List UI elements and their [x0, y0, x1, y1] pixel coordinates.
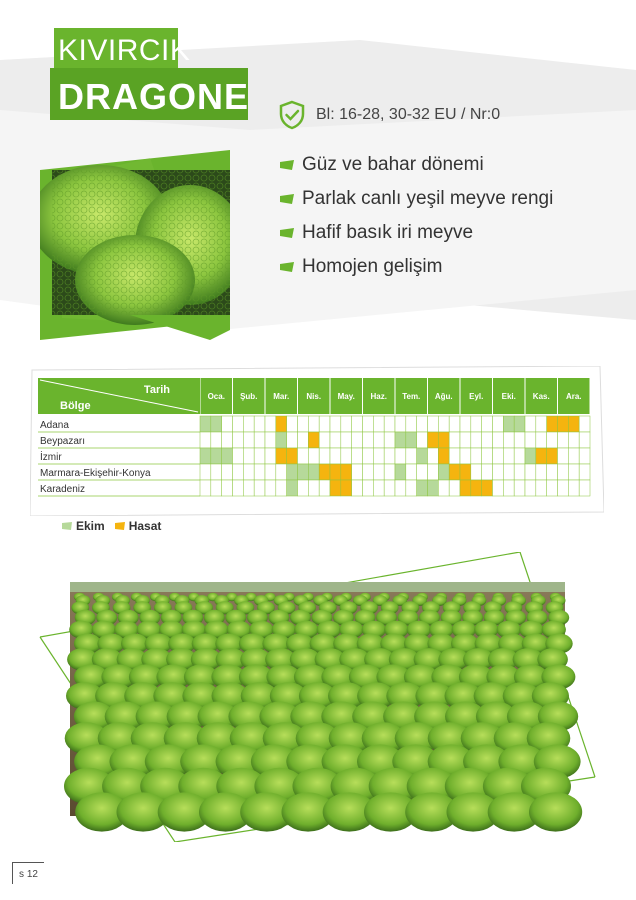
calendar-cell: [417, 448, 428, 464]
month-label: Tem.: [402, 392, 421, 401]
calendar-cell: [341, 448, 352, 464]
calendar-cell: [319, 464, 330, 480]
product-name: DRAGONE: [58, 76, 250, 117]
calendar-cell: [525, 480, 536, 496]
calendar-cell: [482, 416, 493, 432]
feature-item: Hafif basık iri meyve: [280, 216, 553, 250]
calendar-cell: [287, 480, 298, 496]
calendar-cell: [525, 416, 536, 432]
calendar-cell: [471, 432, 482, 448]
calendar-cell: [558, 448, 569, 464]
shield-check-icon: [278, 100, 306, 130]
calendar-cell: [579, 432, 590, 448]
calendar-cell: [222, 416, 233, 432]
calendar-cell: [568, 448, 579, 464]
calendar-cell: [308, 432, 319, 448]
month-label: Mar.: [273, 392, 290, 401]
calendar-cell: [558, 480, 569, 496]
calendar-cell: [211, 464, 222, 480]
calendar-cell: [449, 416, 460, 432]
calendar-cell: [449, 432, 460, 448]
calendar-cell: [428, 464, 439, 480]
calendar-cell: [298, 464, 309, 480]
calendar-cell: [438, 480, 449, 496]
calendar-cell: [287, 432, 298, 448]
bullet-icon: [280, 262, 294, 272]
calendar-cell: [233, 480, 244, 496]
calendar-cell: [579, 448, 590, 464]
calendar-cell: [482, 448, 493, 464]
calendar-cell: [308, 464, 319, 480]
calendar-cell: [503, 432, 514, 448]
calendar-cell: [428, 480, 439, 496]
region-label: Marmara-Ekişehir-Konya: [40, 468, 151, 479]
calendar-cell: [471, 416, 482, 432]
calendar-cell: [395, 448, 406, 464]
calendar-cell: [395, 464, 406, 480]
calendar-cell: [211, 416, 222, 432]
calendar-cell: [568, 464, 579, 480]
calendar-cell: [341, 432, 352, 448]
month-label: Ara.: [565, 392, 582, 401]
calendar-cell: [503, 416, 514, 432]
calendar-cell: [428, 416, 439, 432]
month-label: May.: [337, 392, 355, 401]
calendar-cell: [493, 432, 504, 448]
bullet-icon: [280, 228, 294, 238]
calendar-cell: [341, 464, 352, 480]
calendar-cell: [243, 416, 254, 432]
calendar-cell: [373, 464, 384, 480]
calendar-cell: [406, 416, 417, 432]
calendar-cell: [525, 432, 536, 448]
calendar-cell: [438, 448, 449, 464]
month-label: Eki.: [501, 392, 516, 401]
calendar-cell: [330, 448, 341, 464]
calendar-cell: [547, 480, 558, 496]
bullet-icon: [280, 160, 294, 170]
calendar-cell: [503, 480, 514, 496]
calendar-cell: [428, 432, 439, 448]
calendar-cell: [460, 464, 471, 480]
calendar-cell: [536, 464, 547, 480]
calendar-cell: [373, 416, 384, 432]
calendar-cell: [471, 448, 482, 464]
calendar-cell: [211, 432, 222, 448]
calendar-cell: [287, 464, 298, 480]
calendar-cell: [471, 480, 482, 496]
calendar-cell: [514, 448, 525, 464]
calendar-cell: [373, 480, 384, 496]
calendar-cell: [243, 448, 254, 464]
calendar-cell: [579, 416, 590, 432]
calendar-cell: [449, 464, 460, 480]
calendar-cell: [395, 480, 406, 496]
planting-calendar: [30, 366, 604, 516]
calendar-cell: [395, 416, 406, 432]
month-label: Şub.: [240, 392, 258, 401]
lettuce-closeup-photo: [40, 150, 230, 340]
calendar-cell: [352, 448, 363, 464]
calendar-cell: [211, 448, 222, 464]
calendar-cell: [384, 432, 395, 448]
calendar-cell: [200, 480, 211, 496]
calendar-cell: [482, 432, 493, 448]
feature-item: Parlak canlı yeşil meyve rengi: [280, 182, 553, 216]
calendar-cell: [352, 464, 363, 480]
calendar-cell: [254, 448, 265, 464]
calendar-cell: [233, 432, 244, 448]
month-label: Kas.: [532, 392, 550, 401]
calendar-cell: [406, 464, 417, 480]
calendar-cell: [417, 416, 428, 432]
calendar-cell: [222, 448, 233, 464]
calendar-cell: [536, 448, 547, 464]
calendar-cell: [319, 448, 330, 464]
calendar-cell: [384, 416, 395, 432]
calendar-cell: [493, 480, 504, 496]
calendar-cell: [276, 448, 287, 464]
month-label: Nis.: [306, 392, 322, 401]
calendar-cell: [568, 432, 579, 448]
calendar-cell: [471, 464, 482, 480]
calendar-cell: [503, 464, 514, 480]
calendar-cell: [514, 432, 525, 448]
calendar-cell: [265, 432, 276, 448]
calendar-cell: [200, 464, 211, 480]
resistance-info: [278, 100, 500, 130]
calendar-cell: [406, 480, 417, 496]
calendar-cell: [200, 432, 211, 448]
header-tarih: Tarih: [143, 384, 170, 396]
calendar-cell: [298, 416, 309, 432]
calendar-cell: [547, 416, 558, 432]
calendar-cell: [233, 416, 244, 432]
calendar-cell: [460, 432, 471, 448]
calendar-cell: [276, 416, 287, 432]
calendar-cell: [558, 464, 569, 480]
product-type: KIVIRCIK: [58, 34, 191, 67]
feature-item: Homojen gelişim: [280, 250, 553, 284]
calendar-cell: [265, 448, 276, 464]
calendar-cell: [211, 480, 222, 496]
calendar-cell: [363, 448, 374, 464]
calendar-cell: [233, 464, 244, 480]
region-label: Karadeniz: [40, 484, 86, 495]
calendar-cell: [243, 480, 254, 496]
calendar-cell: [568, 416, 579, 432]
calendar-cell: [330, 464, 341, 480]
calendar-cell: [265, 464, 276, 480]
calendar-cell: [514, 480, 525, 496]
calendar-cell: [308, 480, 319, 496]
calendar-cell: [200, 448, 211, 464]
calendar-cell: [222, 480, 233, 496]
legend-ekim: Ekim: [62, 519, 105, 533]
calendar-cell: [417, 464, 428, 480]
calendar-cell: [579, 480, 590, 496]
calendar-cell: [308, 416, 319, 432]
resistance-text: Bl: 16-28, 30-32 EU / Nr:0: [316, 106, 501, 123]
calendar-cell: [319, 432, 330, 448]
calendar-cell: [536, 480, 547, 496]
calendar-cell: [287, 448, 298, 464]
ekim-swatch-icon: [62, 522, 72, 530]
calendar-cell: [460, 448, 471, 464]
bullet-icon: [280, 194, 294, 204]
month-label: Eyl.: [469, 392, 484, 401]
calendar-cell: [298, 448, 309, 464]
region-label: Adana: [40, 420, 69, 431]
calendar-cell: [254, 464, 265, 480]
calendar-cell: [493, 448, 504, 464]
calendar-cell: [330, 480, 341, 496]
calendar-cell: [579, 464, 590, 480]
calendar-cell: [341, 480, 352, 496]
calendar-cell: [222, 432, 233, 448]
calendar-cell: [319, 480, 330, 496]
calendar-cell: [547, 448, 558, 464]
calendar-cell: [428, 448, 439, 464]
calendar-cell: [243, 432, 254, 448]
calendar-cell: [352, 416, 363, 432]
calendar-cell: [395, 432, 406, 448]
calendar-cell: [482, 464, 493, 480]
calendar-cell: [341, 416, 352, 432]
calendar-cell: [308, 448, 319, 464]
calendar-cell: [265, 480, 276, 496]
lettuce-rows: [64, 593, 582, 832]
calendar-cell: [373, 448, 384, 464]
calendar-cell: [276, 432, 287, 448]
calendar-cell: [276, 464, 287, 480]
calendar-grid: [30, 366, 604, 516]
calendar-cell: [514, 416, 525, 432]
calendar-cell: [363, 432, 374, 448]
calendar-cell: [558, 416, 569, 432]
calendar-cell: [254, 432, 265, 448]
calendar-cell: [330, 432, 341, 448]
calendar-cell: [438, 432, 449, 448]
calendar-cell: [417, 480, 428, 496]
lettuce-field-photo: [30, 552, 610, 842]
calendar-cell: [536, 432, 547, 448]
calendar-cell: [406, 432, 417, 448]
calendar-cell: [287, 416, 298, 432]
calendar-cell: [438, 464, 449, 480]
calendar-cell: [276, 480, 287, 496]
calendar-cell: [449, 480, 460, 496]
calendar-cell: [503, 448, 514, 464]
feature-item: Güz ve bahar dönemi: [280, 148, 553, 182]
month-label: Ağu.: [434, 392, 453, 401]
page-number: s 12: [12, 862, 44, 884]
calendar-cell: [254, 480, 265, 496]
calendar-cell: [352, 480, 363, 496]
hasat-swatch-icon: [115, 522, 125, 530]
calendar-legend: [62, 519, 161, 533]
calendar-cell: [254, 416, 265, 432]
lettuce-head: [529, 792, 582, 831]
calendar-cell: [298, 432, 309, 448]
calendar-cell: [449, 448, 460, 464]
calendar-cell: [384, 480, 395, 496]
legend-hasat: Hasat: [115, 519, 162, 533]
calendar-cell: [547, 464, 558, 480]
month-label: Oca.: [207, 392, 225, 401]
calendar-cell: [536, 416, 547, 432]
calendar-cell: [265, 416, 276, 432]
calendar-cell: [460, 416, 471, 432]
calendar-cell: [319, 416, 330, 432]
calendar-cell: [222, 464, 233, 480]
calendar-cell: [363, 416, 374, 432]
calendar-cell: [493, 464, 504, 480]
feature-list: [280, 148, 553, 284]
header-bolge: Bölge: [60, 400, 91, 412]
calendar-cell: [330, 416, 341, 432]
calendar-cell: [363, 480, 374, 496]
calendar-cell: [460, 480, 471, 496]
month-label: Haz.: [370, 392, 387, 401]
calendar-cell: [547, 432, 558, 448]
region-label: İzmir: [40, 452, 62, 463]
calendar-cell: [298, 480, 309, 496]
calendar-cell: [558, 432, 569, 448]
calendar-cell: [482, 480, 493, 496]
calendar-cell: [373, 432, 384, 448]
calendar-cell: [493, 416, 504, 432]
calendar-cell: [406, 448, 417, 464]
calendar-cell: [363, 464, 374, 480]
region-label: Beypazarı: [40, 436, 86, 447]
calendar-cell: [233, 448, 244, 464]
calendar-cell: [525, 448, 536, 464]
calendar-cell: [514, 464, 525, 480]
calendar-cell: [417, 432, 428, 448]
calendar-cell: [525, 464, 536, 480]
calendar-cell: [568, 480, 579, 496]
calendar-cell: [352, 432, 363, 448]
calendar-cell: [384, 464, 395, 480]
calendar-cell: [438, 416, 449, 432]
calendar-cell: [243, 464, 254, 480]
calendar-cell: [384, 448, 395, 464]
calendar-cell: [200, 416, 211, 432]
